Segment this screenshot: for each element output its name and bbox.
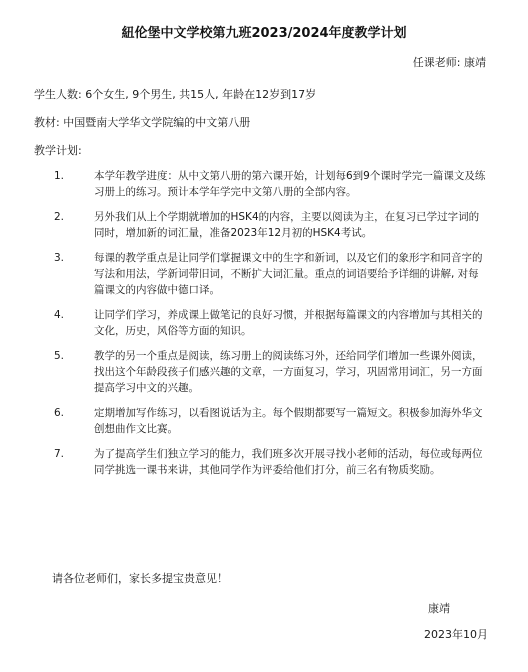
plan-item-number: 1. [54, 170, 65, 182]
textbook-line: 教材: 中国暨南大学华文学院编的中文第八册 [34, 116, 251, 129]
plan-item [48, 405, 488, 437]
plan-item-number: 3. [54, 252, 65, 264]
plan-heading: 教学计划: [34, 144, 82, 157]
plan-item-text: 教学的另一个重点是阅读，练习册上的阅读练习外，还给同学们增加一些课外阅读，找出这个年龄段孩子们感兴趣的文章，一方面复习，学习，巩固常用词汇，另一方面提高学习中文的兴趣。 [94, 350, 483, 394]
plan-item [48, 307, 488, 339]
closing-remark: 请各位老师们，家长多提宝贵意见！ [52, 572, 228, 585]
plan-item [48, 209, 488, 241]
plan-item [48, 168, 488, 200]
plan-item-text: 本学年教学进度：从中文第八册的第六课开始，计划每6到9个课时学完一篇课文及练习册上的练习。预计本学年学完中文第八册的全部内容。 [94, 170, 486, 198]
signature-date: 2023年10月 [424, 628, 488, 641]
plan-item-number: 2. [54, 211, 65, 223]
plan-item-number: 5. [54, 350, 65, 362]
plan-item-text: 定期增加写作练习，以看图说话为主。每个假期都要写一篇短文。积极参加海外华文创想曲作文比赛。 [94, 407, 483, 435]
plan-item-number: 7. [54, 448, 65, 460]
plan-item-text: 每课的教学重点是让同学们掌握课文中的生字和新词，以及它们的象形字和同音字的写法和用法，学新词带旧词，不断扩大词汇量。重点的词语要给予详细的讲解, 对每篇课文的内容做中德口译。 [94, 252, 483, 296]
plan-item [48, 446, 488, 478]
plan-item [48, 250, 488, 298]
plan-item-number: 4. [54, 309, 65, 321]
plan-item [48, 348, 488, 396]
student-count-line: 学生人数: 6个女生, 9个男生, 共15人, 年龄在12岁到17岁 [34, 88, 317, 101]
document-title: 紐伦堡中文学校第九班2023/2024年度教学计划 [121, 26, 407, 41]
plan-item-text: 另外我们从上个学期就增加的HSK4的内容，主要以阅读为主，在复习已学过字词的同时，增加新的词汇量，准备2023年12月初的HSK4考试。 [94, 211, 480, 239]
plan-item-text: 为了提高学生们独立学习的能力，我们班多次开展寻找小老师的活动，每位或每两位同学挑选一课书来讲，其他同学作为评委给他们打分，前三名有物质奖励。 [94, 448, 483, 476]
plan-list [48, 168, 488, 487]
plan-item-number: 6. [54, 407, 65, 419]
signature-name: 康靖 [428, 602, 450, 615]
plan-item-text: 让同学们学习，养成课上做笔记的良好习惯，并根据每篇课文的内容增加与其相关的文化，历史，风俗等方面的知识。 [94, 309, 483, 337]
teacher-line: 任课老师: 康靖 [412, 56, 486, 69]
